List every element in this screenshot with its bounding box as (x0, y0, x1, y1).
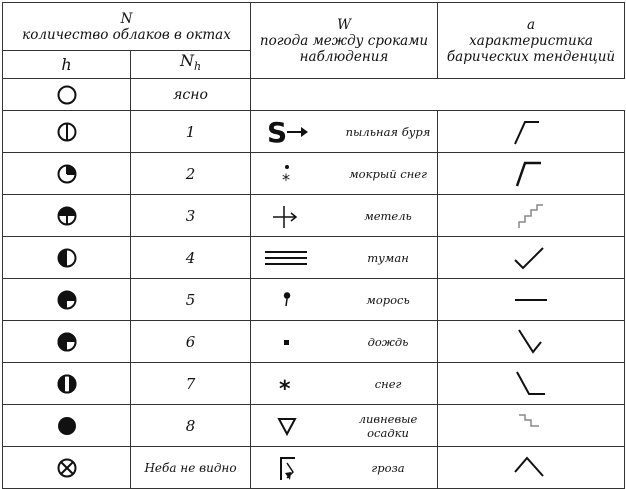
table-row (3, 321, 625, 363)
clear-sky-icon-cell (3, 79, 131, 111)
cloud-cover-5-icon (56, 289, 78, 311)
cloud-cover-8-icon (56, 415, 78, 437)
weather-label: туман (367, 250, 409, 265)
tendency-falling-then-steady-icon (511, 368, 551, 400)
table-row (3, 447, 625, 489)
tendency-rising-steps-icon (511, 200, 551, 232)
header-nh-main: N (179, 51, 194, 71)
weather-label: метель (364, 208, 412, 223)
clear-sky-icon (56, 84, 78, 106)
cloud-cover-4-icon (56, 247, 78, 269)
dust-storm-icon (265, 118, 313, 146)
header-w (251, 3, 438, 79)
table-row (3, 405, 625, 447)
clear-label: ясно (131, 79, 251, 111)
sleet-icon (265, 160, 313, 188)
header-h: h (3, 51, 131, 79)
thunderstorm-icon (265, 454, 313, 482)
cloud-cover-7-icon (56, 373, 78, 395)
cloud-cover-1-icon (56, 121, 78, 143)
nh-value: 8 (131, 405, 251, 447)
header-nh-sub: h (193, 60, 202, 74)
table-row (3, 195, 625, 237)
showers-icon (265, 412, 313, 440)
table-row (3, 237, 625, 279)
tendency-falling-then-rising-icon (511, 242, 551, 274)
weather-symbols-table (2, 2, 625, 489)
svg-text:*: * (282, 169, 291, 188)
header-w-symbol: W (337, 16, 351, 33)
table-row (3, 363, 625, 405)
rain-icon (265, 328, 313, 356)
weather-label: пыльная буря (345, 124, 431, 139)
tendency-falling-then-rising-icon (511, 326, 551, 358)
blizzard-icon (265, 202, 313, 230)
header-n (3, 3, 251, 51)
header-a-symbol: a (526, 16, 536, 33)
tendency-steady-icon (511, 284, 551, 316)
weather-label: дождь (367, 334, 409, 349)
header-w-title-line2: наблюдения (299, 48, 389, 65)
drizzle-icon (265, 286, 313, 314)
tendency-rising-then-steady-icon (511, 116, 551, 148)
weather-label: снег (374, 376, 402, 391)
snow-icon (265, 370, 313, 398)
nh-value: 3 (131, 195, 251, 237)
table-row (3, 153, 625, 195)
svg-text:*: * (279, 376, 291, 398)
nh-value: 7 (131, 363, 251, 405)
nh-value: 6 (131, 321, 251, 363)
nh-value: 2 (131, 153, 251, 195)
sky-obscured-icon (56, 457, 78, 479)
nh-value: 1 (131, 111, 251, 153)
weather-label-line2: осадки (367, 425, 409, 440)
header-n-symbol: N (120, 10, 133, 27)
tendency-falling-steps-icon (511, 410, 551, 442)
nh-value: Неба не видно (131, 447, 251, 489)
weather-label: гроза (371, 460, 405, 475)
header-w-title-line1: погода между сроками (259, 32, 429, 49)
table-row (3, 279, 625, 321)
weather-label (343, 412, 433, 440)
cloud-cover-3-icon (56, 205, 78, 227)
header-a-title-line2: барических тенденций (446, 48, 616, 65)
cloud-cover-2-icon (56, 163, 78, 185)
svg-text:S: S (267, 117, 288, 146)
weather-label: мокрый снег (349, 166, 427, 181)
header-nh (131, 51, 251, 79)
header-a (438, 3, 625, 79)
nh-value: 4 (131, 237, 251, 279)
header-n-title: количество облаков в октах (22, 26, 231, 43)
cloud-cover-6-icon (56, 331, 78, 353)
tendency-rising-then-falling-icon (511, 452, 551, 484)
weather-label-line1: ливневые (358, 411, 418, 426)
nh-value: 5 (131, 279, 251, 321)
tendency-rising-then-steady-icon (511, 158, 551, 190)
table-row (3, 111, 625, 153)
fog-icon (265, 244, 313, 272)
weather-label: морось (366, 292, 410, 307)
header-a-title-line1: характеристика (469, 32, 593, 49)
